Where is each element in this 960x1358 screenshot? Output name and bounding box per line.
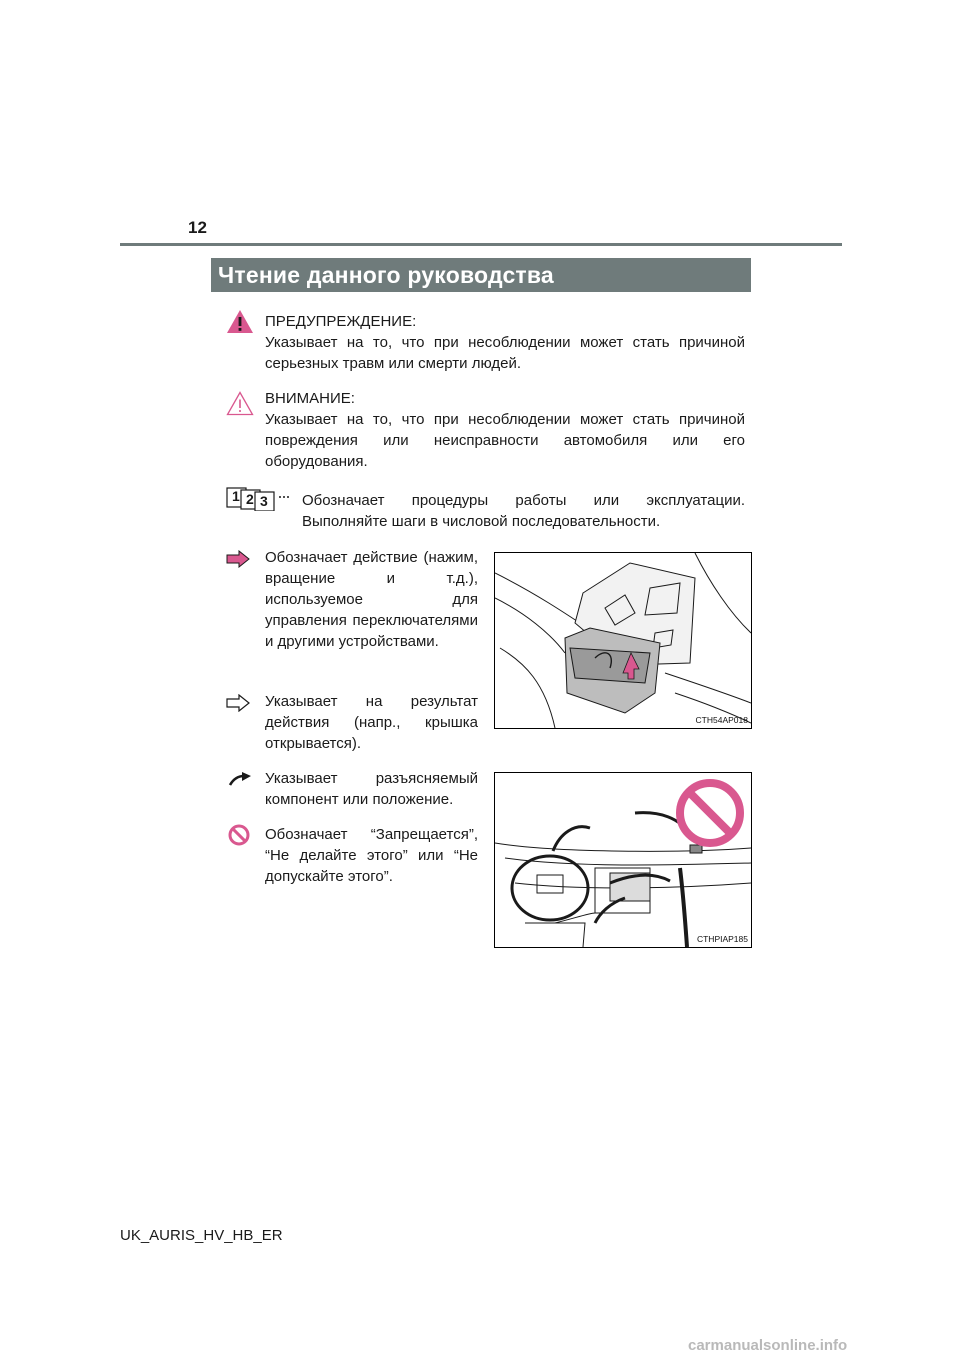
notice-text: Указывает на то, что при несоблюдении может стать причиной повреждения или неисправности автомобиля или его оборудования. xyxy=(265,411,745,470)
header-rule xyxy=(120,243,842,246)
component-arrow-icon xyxy=(228,771,252,787)
warning-triangle-icon xyxy=(226,309,254,334)
warning-text: Указывает на то, что при несоблюдении может стать причиной серьезных травм или смерти людей. xyxy=(265,334,745,372)
dashboard-figure xyxy=(494,772,752,948)
footer-code: UK_AURIS_HV_HB_ER xyxy=(120,1227,283,1244)
dashboard-illustration xyxy=(495,773,751,947)
section-title: Чтение данного руководства xyxy=(218,262,554,288)
result-entry: Указывает на результат действия (напр., крышка открывается). xyxy=(265,693,478,752)
page-number: 12 xyxy=(188,218,207,237)
component-entry: Указывает разъясняемый компонент или положение. xyxy=(265,770,478,808)
prohibited-icon xyxy=(228,824,250,846)
result-arrow-icon xyxy=(226,694,250,712)
notice-entry xyxy=(265,388,745,472)
section-header xyxy=(211,258,751,292)
prohibited-entry: Обозначает “Запрещается”, “Не делайте этого” или “Не допускайте этого”. xyxy=(265,826,478,885)
warning-entry xyxy=(265,311,745,374)
steps-entry xyxy=(302,490,745,532)
step-digit-2: 2 xyxy=(246,491,254,507)
watermark: carmanualsonline.info xyxy=(688,1337,848,1354)
overhead-figure-code: CTH54AP018 xyxy=(695,715,748,725)
overhead-console-illustration xyxy=(495,553,751,728)
warning-heading: ПРЕДУПРЕЖДЕНИЕ: xyxy=(265,313,417,330)
step-digit-3: 3 xyxy=(260,493,268,509)
dashboard-figure-code: CTHPIAP185 xyxy=(696,934,748,944)
notice-triangle-icon xyxy=(226,391,254,416)
overhead-console-figure xyxy=(494,552,752,729)
step-digit-1: 1 xyxy=(232,488,240,504)
action-arrow-icon xyxy=(226,550,250,568)
action-entry: Обозначает действие (нажим, вращение и т.д.), используемое для управления переключателями и другими устройствами. xyxy=(265,549,478,650)
steps-line-1: Обозначает процедуры работы или эксплуатации. xyxy=(302,492,745,509)
notice-heading: ВНИМАНИЕ: xyxy=(265,390,355,407)
steps-line-2: Выполняйте шаги в числовой последовательности. xyxy=(302,513,661,530)
step-number-icon xyxy=(226,487,296,511)
